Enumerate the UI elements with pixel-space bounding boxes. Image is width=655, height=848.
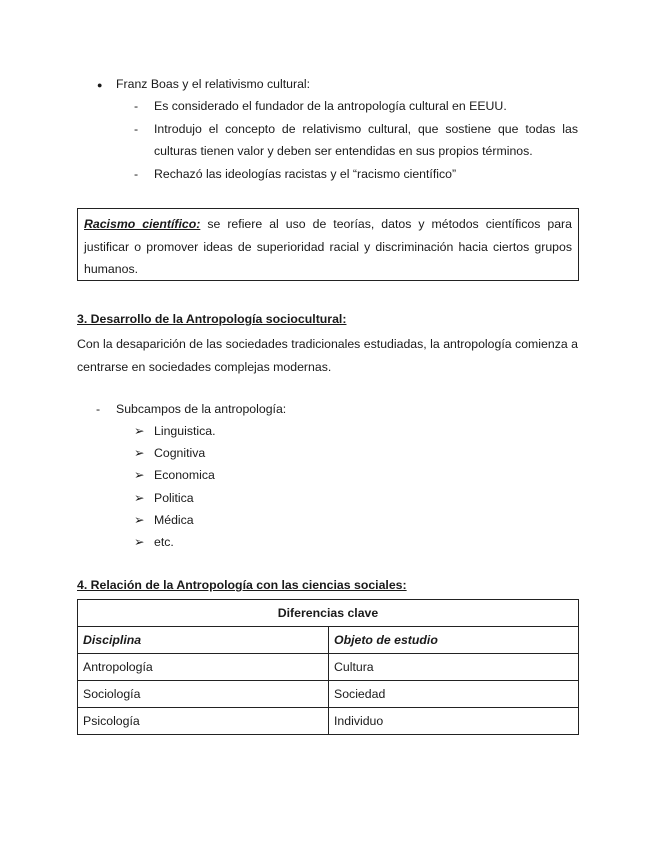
arrow-bullet-icon: ➢: [134, 535, 145, 549]
arrow-bullet-icon: ➢: [134, 468, 145, 482]
section-3-heading: 3. Desarrollo de la Antropología sociocultural:: [77, 312, 347, 326]
definition-text: se refiere al uso de teorías, datos y métodos científicos para justificar o promover ideas de superioridad racial y discriminación hacia ciertos grupos humanos.: [84, 217, 572, 276]
boas-item-2-line-2: culturas tienen valor y deben ser entendidas en sus propios términos.: [154, 144, 533, 158]
definition-term: Racismo científico:: [84, 217, 201, 231]
table-title: Diferencias clave: [78, 600, 579, 627]
boas-item-1: Es considerado el fundador de la antropología cultural en EEUU.: [154, 99, 507, 113]
arrow-bullet-icon: ➢: [134, 446, 145, 460]
table-title-row: [78, 600, 579, 627]
dash-marker: -: [96, 402, 101, 416]
boas-item-2-line-1: Introdujo el concepto de relativismo cultural, que sostiene que todas las: [154, 122, 578, 136]
subfield-item: Linguistica.: [154, 424, 216, 438]
arrow-bullet-icon: ➢: [134, 513, 145, 527]
subfield-item: Economica: [154, 468, 215, 482]
column-header-disciplina: Disciplina: [78, 627, 329, 654]
table-cell: Psicología: [78, 708, 329, 735]
table-cell: Individuo: [329, 708, 579, 735]
definition-box: [77, 208, 579, 281]
table-cell: Cultura: [329, 654, 579, 681]
table-row: [78, 654, 579, 681]
table-row: [78, 708, 579, 735]
subfield-item: Médica: [154, 513, 194, 527]
subfields-title: Subcampos de la antropología:: [116, 402, 287, 416]
column-header-objeto: Objeto de estudio: [329, 627, 579, 654]
differences-table: [77, 599, 579, 735]
arrow-bullet-icon: ➢: [134, 424, 145, 438]
table-row: [78, 681, 579, 708]
table-cell: Sociología: [78, 681, 329, 708]
dash-marker: -: [134, 167, 139, 181]
subfield-item: Cognitiva: [154, 446, 206, 460]
dash-marker: -: [134, 99, 139, 113]
table-cell: Sociedad: [329, 681, 579, 708]
section-4-heading: 4. Relación de la Antropología con las ciencias sociales:: [77, 578, 407, 592]
boas-item-3: Rechazó las ideologías racistas y el “racismo científico”: [154, 167, 457, 181]
subfield-item: Politica: [154, 491, 194, 505]
dash-marker: -: [134, 122, 139, 136]
arrow-bullet-icon: ➢: [134, 491, 145, 505]
table-header-row: [78, 627, 579, 654]
bullet-dot: ●: [97, 80, 103, 90]
subfield-item: etc.: [154, 535, 174, 549]
boas-title: Franz Boas y el relativismo cultural:: [116, 77, 311, 91]
table-cell: Antropología: [78, 654, 329, 681]
section-3-paragraph: Con la desaparición de las sociedades tradicionales estudiadas, la antropología comienza a centrarse en sociedades complejas modernas.: [77, 337, 578, 374]
